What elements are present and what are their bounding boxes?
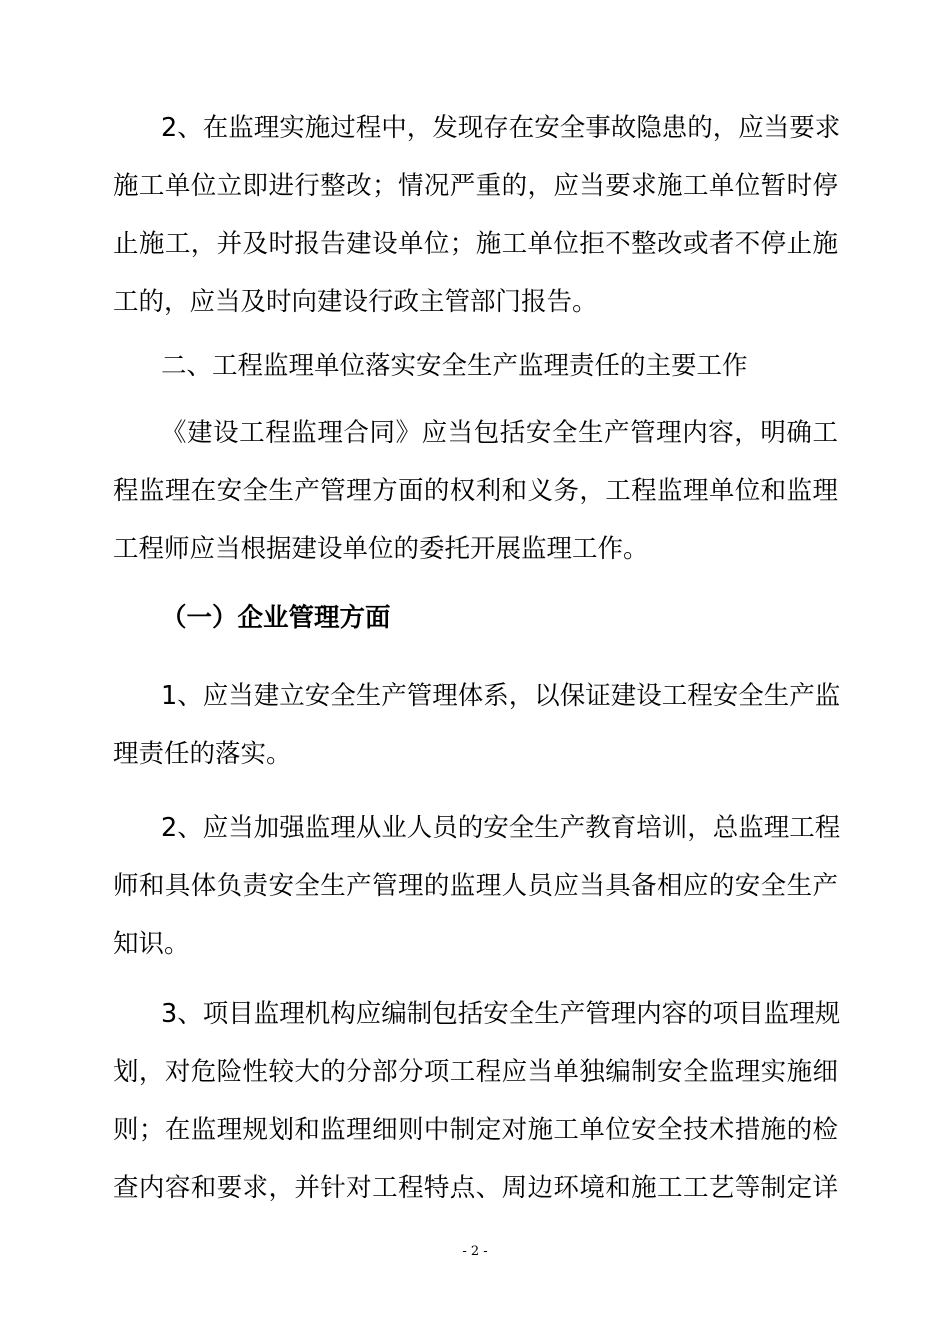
subheading-enterprise-management [113, 589, 838, 647]
paragraph-line: 则；在监理规划和监理细则中制定对施工单位安全技术措施的检 [113, 1115, 838, 1145]
paragraph-line: 程监理在安全生产管理方面的权利和义务，工程监理单位和监理 [113, 476, 838, 506]
paragraph-line: 工的，应当及时向建设行政主管部门报告。 [113, 287, 598, 317]
paragraph-item-3-planning [113, 985, 841, 1217]
paragraph-item-2-supervision [113, 99, 841, 331]
paragraph-line: 2、应当加强监理从业人员的安全生产教育培训，总监理工程 [161, 813, 841, 843]
paragraph-item-1-system [113, 667, 841, 783]
paragraph-line: 知识。 [113, 929, 190, 959]
section-heading [113, 337, 838, 395]
paragraph-line: 《建设工程监理合同》应当包括安全生产管理内容，明确工 [161, 418, 838, 448]
paragraph-line: 2、在监理实施过程中，发现存在安全事故隐患的，应当要求 [161, 113, 841, 143]
paragraph-line: 施工单位立即进行整改；情况严重的，应当要求施工单位暂时停 [113, 171, 838, 201]
paragraph-line: 工程师应当根据建设单位的委托开展监理工作。 [113, 534, 649, 564]
paragraph-line: 理责任的落实。 [113, 739, 292, 769]
paragraph-contract [113, 404, 838, 578]
paragraph-line: 查内容和要求，并针对工程特点、周边环境和施工工艺等制定详 [113, 1173, 838, 1203]
paragraph-line: 止施工，并及时报告建设单位；施工单位拒不整改或者不停止施 [113, 229, 838, 259]
paragraph-line: 3、项目监理机构应编制包括安全生产管理内容的项目监理规 [161, 999, 841, 1029]
paragraph-line: 1、应当建立安全生产管理体系，以保证建设工程安全生产监 [161, 681, 841, 711]
section-heading-text: 二、工程监理单位落实安全生产监理责任的主要工作 [161, 351, 748, 381]
subheading-text: （一）企业管理方面 [161, 603, 391, 633]
paragraph-line: 师和具体负责安全生产管理的监理人员应当具备相应的安全生产 [113, 871, 838, 901]
paragraph-item-2-training [113, 799, 841, 973]
page-number: - 2 - [462, 1244, 488, 1259]
paragraph-line: 划，对危险性较大的分部分项工程应当单独编制安全监理实施细 [113, 1057, 838, 1087]
